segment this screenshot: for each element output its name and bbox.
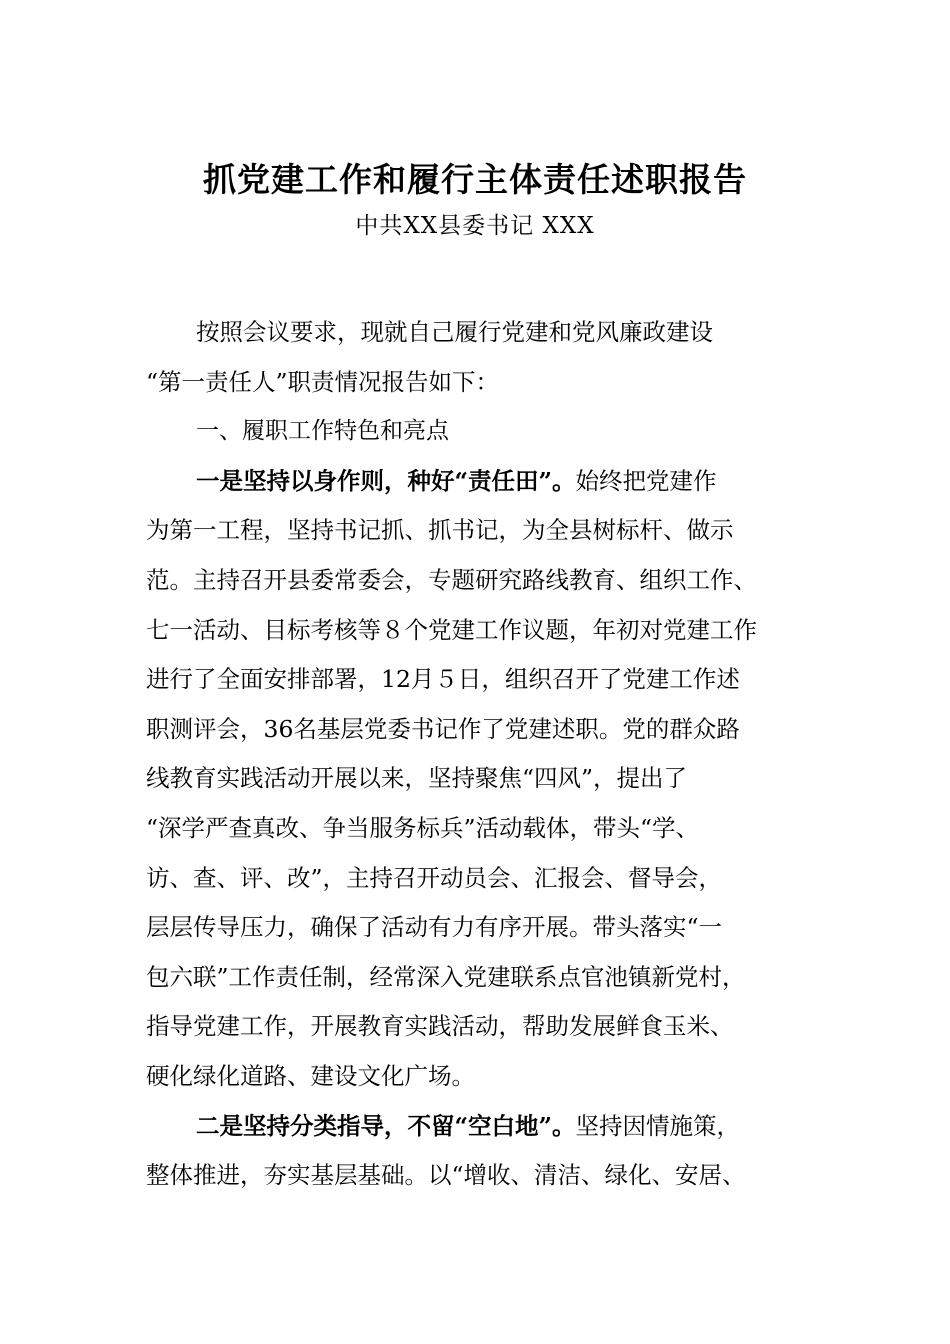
paragraph-line [146, 556, 806, 606]
document-body [146, 308, 806, 1201]
text-run: 硬化绿化道路、建设文化广场。 [146, 1061, 475, 1090]
text-run: 七一活动、目标考核等８个党建工作议题，年初对党建工作 [146, 615, 757, 644]
text-run: 整体推进，夯实基层基础。以“增收、清洁、绿化、安居、 [146, 1161, 746, 1190]
paragraph-line [146, 1052, 806, 1102]
paragraph-line [146, 854, 806, 904]
section-heading [146, 407, 806, 457]
paragraph-line [146, 804, 806, 854]
text-run: 为第一工程，坚持书记抓、抓书记，为全县树标杆、做示 [146, 516, 734, 545]
text-run: 坚持因情施策， [575, 1111, 741, 1140]
text-run: 访、查、评、改”，主持召开动员会、汇报会、督导会， [146, 863, 723, 892]
paragraph-line [146, 953, 806, 1003]
text-run: “第一责任人”职责情况报告如下： [146, 367, 500, 396]
paragraph-line [146, 655, 806, 705]
document-title: 抓党建工作和履行主体责任述职报告 [203, 160, 747, 199]
bold-lead-text: 二是坚持分类指导，不留“空白地”。 [196, 1111, 576, 1140]
paragraph-line [146, 754, 806, 804]
document-author: 中共XX县委书记 XXX [355, 213, 595, 239]
text-run: 按照会议要求，现就自己履行党建和党风廉政建设 [196, 318, 713, 346]
paragraph-line [146, 1002, 806, 1052]
paragraph-line [146, 1102, 806, 1152]
paragraph-line [146, 705, 806, 755]
paragraph-line [146, 1151, 806, 1201]
text-run: 职测评会，36名基层党委书记作了党建述职。党的群众路 [146, 714, 740, 743]
text-run: 范。主持召开县委常委会，专题研究路线教育、组织工作、 [146, 565, 757, 594]
text-run: “深学严查真改、争当服务标兵”活动载体，带头“学、 [146, 813, 700, 842]
bold-lead-text: 一是坚持以身作则，种好“责任田”。 [196, 466, 576, 495]
text-run: 包六联”工作责任制，经常深入党建联系点官池镇新党村， [146, 962, 746, 991]
paragraph-line [146, 506, 806, 556]
text-run: 指导党建工作，开展教育实践活动，帮助发展鲜食玉米、 [146, 1012, 734, 1041]
paragraph-intro-line [146, 308, 806, 358]
paragraph-line [146, 457, 806, 507]
text-run: 一、履职工作特色和亮点 [196, 418, 449, 445]
text-run: 进行了全面安排部署，12月５日，组织召开了党建工作述 [146, 665, 740, 694]
paragraph-intro-line [146, 358, 806, 408]
paragraph-line [146, 903, 806, 953]
text-run: 始终把党建作 [575, 466, 717, 495]
text-run: 线教育实践活动开展以来，坚持聚焦“四风”，提出了 [146, 764, 688, 793]
text-run: 层层传导压力，确保了活动有力有序开展。带头落实“一 [146, 913, 723, 942]
paragraph-line [146, 606, 806, 656]
